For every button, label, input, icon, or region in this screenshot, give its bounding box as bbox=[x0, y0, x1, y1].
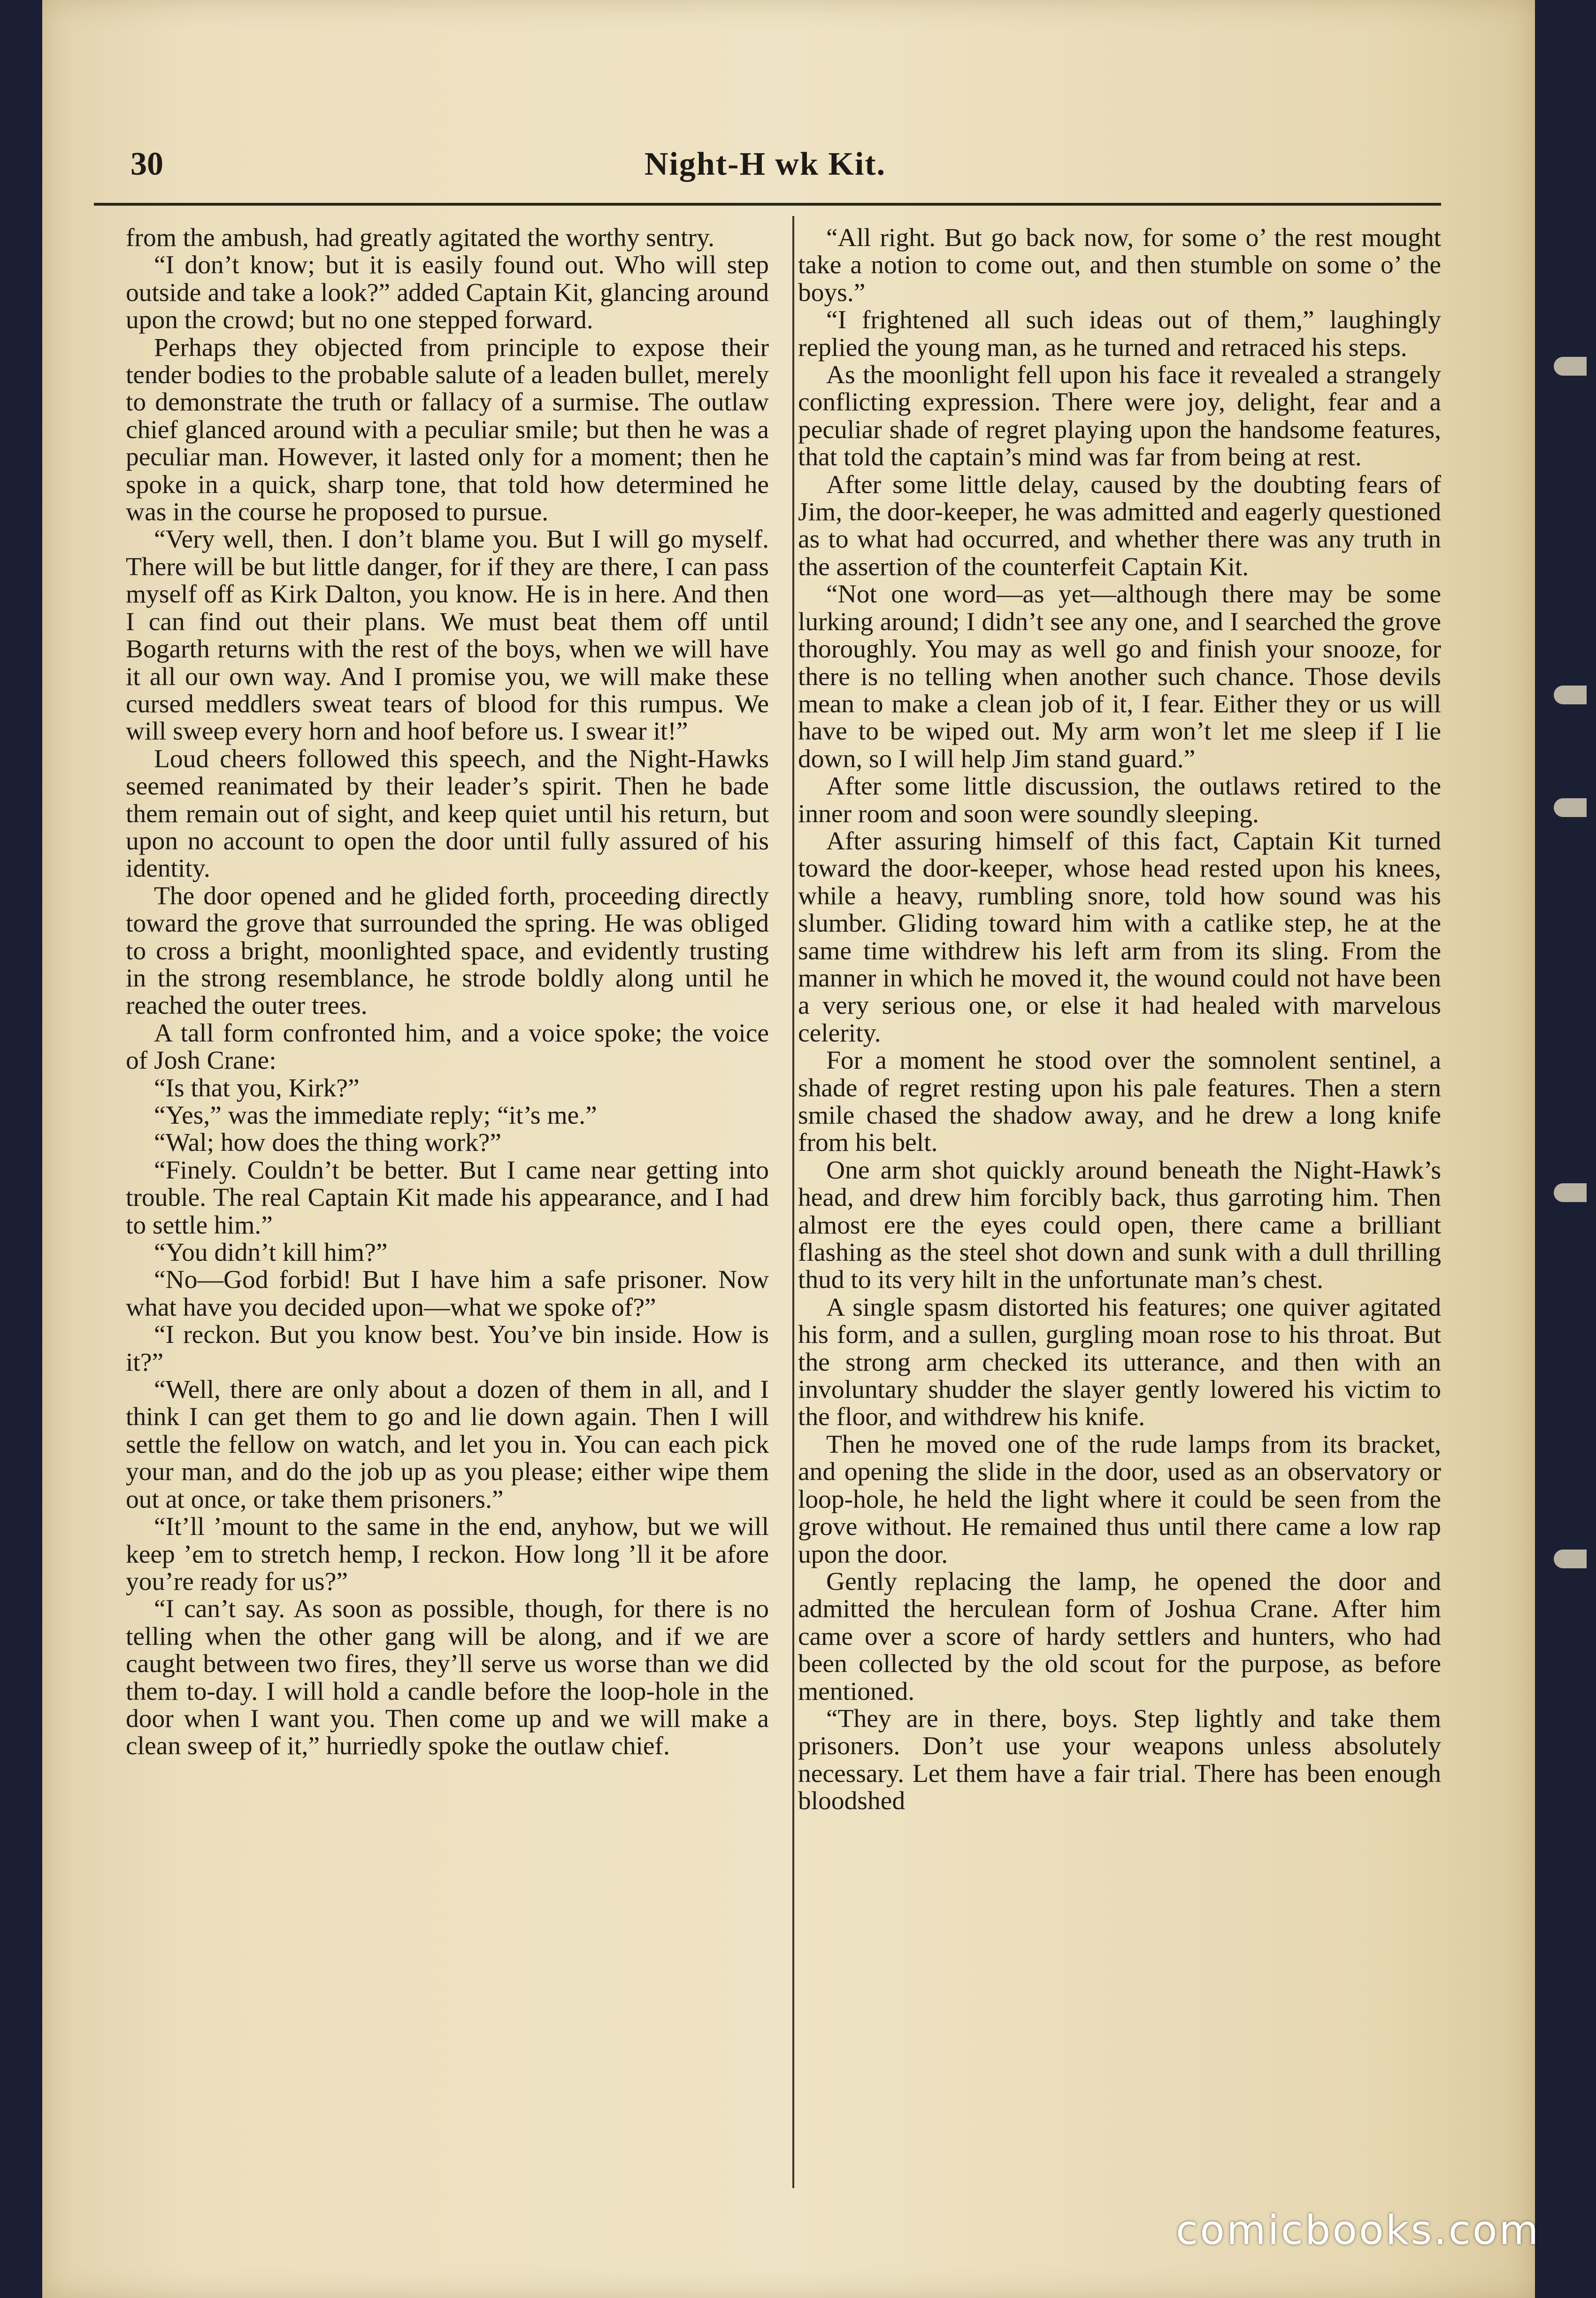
paragraph: “I reckon. But you know best. You’ve bin inside. How is it?” bbox=[126, 1320, 769, 1377]
paragraph: Then he moved one of the rude lamps from its bracket, and opening the slide in the door, used as an observatory or loop-hole, he held the light where it could be seen from the grove without. He remained thus until there came a low rap upon the door. bbox=[798, 1430, 1441, 1569]
paragraph: A single spasm distorted his features; one quiver agitated his form, and a sullen, gurgling moan rose to his throat. But the strong arm checked its utterance, and then with an involuntary shudder the slayer gently lowered his victim to the floor, and withdrew his knife. bbox=[798, 1293, 1441, 1432]
paragraph: As the moonlight fell upon his face it revealed a strangely conflicting expression. There were joy, delight, fear and a peculiar shade of regret playing upon the handsome features, that told the captain’s mind was far from being at rest. bbox=[798, 361, 1441, 472]
paragraph: Perhaps they objected from principle to expose their tender bodies to the probable salute of a leaden bullet, merely to demonstrate the truth or fallacy of a surmise. The outlaw chief glanced around with a peculiar smile; but then he was a peculiar man. However, it lasted only for a moment; then he spoke in a quick, sharp tone, that told how determined he was in the course he proposed to pursue. bbox=[126, 333, 769, 527]
right-column bbox=[798, 224, 1441, 2197]
column-divider bbox=[792, 216, 794, 2188]
paragraph: “Wal; how does the thing work?” bbox=[154, 1128, 501, 1157]
paragraph: “I frightened all such ideas out of them,” laughingly replied the young man, as he turned and retraced his steps. bbox=[798, 306, 1441, 362]
running-title: Night-H wk Kit. bbox=[644, 146, 886, 182]
paragraph: A tall form confronted him, and a voice spoke; the voice of Josh Crane: bbox=[126, 1018, 769, 1075]
paragraph: “It’ll ’mount to the same in the end, anyhow, but we will keep ’em to stretch hemp, I reckon. How long ’ll it be afore you’re ready for us?” bbox=[126, 1512, 769, 1596]
left-column bbox=[126, 224, 769, 2197]
paragraph: The door opened and he glided forth, proceeding directly toward the grove that surrounded the spring. He was obliged to cross a bright, moonlighted space, and evidently trusting in the strong resemblance, he strode boldly along until he reached the outer trees. bbox=[126, 881, 769, 1020]
paragraph: After some little discussion, the outlaws retired to the inner room and soon were soundly sleeping. bbox=[798, 772, 1441, 828]
paragraph: For a moment he stood over the somnolent sentinel, a shade of regret resting upon his pale features. Then a stern smile chased the shadow away, and he drew a long knife from his belt. bbox=[798, 1046, 1441, 1157]
binding-edge bbox=[1533, 0, 1596, 2298]
page-number: 30 bbox=[130, 146, 163, 182]
page-header bbox=[89, 141, 1441, 193]
paragraph: “They are in there, boys. Step lightly and take them prisoners. Don’t use your weapons unless absolutely necessary. Let them have a fair trial. There has been enough bloodshed bbox=[798, 1704, 1441, 1816]
paragraph: “All right. But go back now, for some o’ the rest mought take a notion to come out, and then stumble on some o’ the boys.” bbox=[798, 224, 1441, 307]
paragraph: “Well, there are only about a dozen of them in all, and I think I can get them to go and lie down again. Then I will settle the fellow on watch, and let you in. You can each pick your man, and do the job up as you please; either wipe them out at once, or take them prisoners.” bbox=[126, 1375, 769, 1514]
paragraph: After assuring himself of this fact, Captain Kit turned toward the door-keeper, whose head rested upon his knees, while a heavy, rumbling snore, told how sound was his slumber. Gliding toward him with a catlike step, he at the same time withdrew his left arm from its sling. From the manner in which he moved it, the wound could not have been a very serious one, or else it had healed with marvelous celerity. bbox=[798, 826, 1441, 1048]
paragraph: “Finely. Couldn’t be better. But I came near getting into trouble. The real Captain Kit made his appearance, and I had to settle him.” bbox=[126, 1156, 769, 1240]
paragraph: “No—God forbid! But I have him a safe prisoner. Now what have you decided upon—what we spoke of?” bbox=[126, 1265, 769, 1322]
site-watermark: comicbooks.com bbox=[1176, 2207, 1541, 2254]
paragraph: Loud cheers followed this speech, and the Night-Hawks seemed reanimated by their leader’s spirit. Then he bade them remain out of sight, and keep quiet until his return, but upon no account to open the door until fully assured of his identity. bbox=[126, 744, 769, 883]
paragraph: “Very well, then. I don’t blame you. But I will go myself. There will be but little danger, for if they are there, I can pass myself off as Kirk Dalton, you know. He is in here. And then I can find out their plans. We must beat them off until Bogarth returns with the rest of the boys, when we will have it all our own way. And I promise you, we will make these cursed meddlers sweat tears of blood for this rumpus. We will sweep every horn and hoof before us. I swear it!” bbox=[126, 525, 769, 746]
paragraph: One arm shot quickly around beneath the Night-Hawk’s head, and drew him forcibly back, thus garroting him. Then almost ere the eyes could open, there came a brilliant flashing as the steel shot down and sunk with a dull thrilling thud to its very hilt in the unfortunate man’s chest. bbox=[798, 1156, 1441, 1295]
header-rule bbox=[94, 203, 1441, 206]
paragraph: “Not one word—as yet—although there may be some lurking around; I didn’t see any one, and I searched the grove thoroughly. You may as well go and finish your snooze, for there is no telling when another such chance. Those devils mean to make a clean job of it, I fear. Either they or us will have to be wiped out. My arm won’t let me sleep if I lie down, so I will help Jim stand guard.” bbox=[798, 580, 1441, 773]
paragraph: “Is that you, Kirk?” bbox=[154, 1073, 360, 1103]
paragraph: “Yes,” was the immediate reply; “it’s me.” bbox=[154, 1101, 597, 1130]
paragraph: from the ambush, had greatly agitated the worthy sentry. bbox=[126, 224, 715, 252]
paragraph: “I don’t know; but it is easily found out. Who will step outside and take a look?” added Captain Kit, glancing around upon the crowd; but no one stepped forward. bbox=[126, 251, 769, 335]
paragraph: Gently replacing the lamp, he opened the door and admitted the herculean form of Joshua Crane. After him came over a score of hardy settlers and hunters, who had been collected by the old scout for the purpose, as before mentioned. bbox=[798, 1567, 1441, 1706]
paragraph: “You didn’t kill him?” bbox=[154, 1238, 388, 1267]
paragraph: After some little delay, caused by the doubting fears of Jim, the door-keeper, he was admitted and eagerly questioned as to what had occurred, and whether there was any truth in the assertion of the counterfeit Captain Kit. bbox=[798, 470, 1441, 581]
paragraph: “I can’t say. As soon as possible, though, for there is no telling when the other gang will be along, and if we are caught between two fires, they’ll serve us worse than we did them to-day. I will hold a candle before the loop-hole in the door when I want you. Then come up and we will make a clean sweep of it,” hurriedly spoke the outlaw chief. bbox=[126, 1595, 769, 1761]
